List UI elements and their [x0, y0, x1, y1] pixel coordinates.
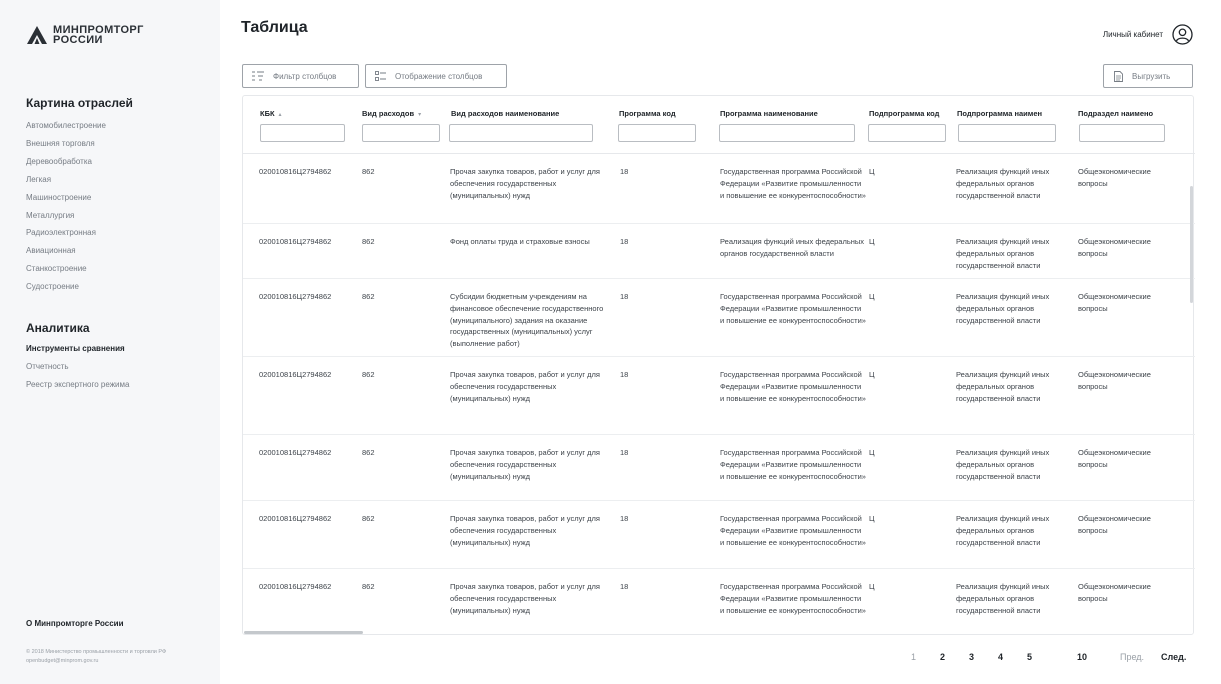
columns-list-icon [375, 71, 386, 81]
cell-vid-name: Прочая закупка товаров, работ и услуг для обеспечения государственных (муниципальных) нужд [450, 514, 600, 547]
cell-prog: 18 [620, 237, 629, 246]
cell-sub: Ц [869, 582, 875, 591]
filter-columns-label: Фильтр столбцов [273, 71, 337, 81]
cell-razd: Общеэкономические вопросы [1078, 582, 1151, 603]
cell-sub-name: Реализация функций иных федеральных органов государственной власти [956, 582, 1050, 615]
table-row[interactable] [243, 357, 1195, 435]
sort-icon[interactable]: ▾ [418, 112, 422, 118]
cell-prog: 18 [620, 514, 629, 523]
table-row[interactable] [243, 224, 1195, 279]
sidebar-item-aviation[interactable]: Авиационная [26, 246, 76, 256]
cell-vid-name: Прочая закупка товаров, работ и услуг для обеспечения государственных (муниципальных) нужд [450, 167, 600, 200]
sidebar-item-machinery[interactable]: Машиностроение [26, 192, 92, 202]
cell-vid: 862 [362, 167, 375, 176]
filter-input-vid[interactable] [362, 124, 440, 142]
cell-vid-name: Прочая закупка товаров, работ и услуг для обеспечения государственных (муниципальных) нужд [450, 582, 600, 615]
sort-icon[interactable]: ▴ [278, 112, 282, 118]
cell-prog-name: Государственная программа Российской Федерации «Развитие промышленности и повышение ее конкурентоспособности» [720, 167, 866, 200]
sidebar-item-wood[interactable]: Деревообработка [26, 156, 92, 166]
table-row[interactable] [243, 569, 1195, 635]
cell-prog: 18 [620, 448, 629, 457]
copyright-text: © 2018 Министерство промышленности и торговли РФ [26, 649, 167, 655]
sidebar-item-trade[interactable]: Внешняя торговля [26, 138, 95, 148]
page-1[interactable]: 1 [911, 652, 917, 662]
cell-razd: Общеэкономические вопросы [1078, 370, 1151, 391]
copyright [26, 648, 166, 666]
prev-page-button[interactable]: Пред. [1120, 652, 1145, 662]
export-label: Выгрузить [1132, 71, 1171, 81]
filter-input-sub[interactable] [868, 124, 946, 142]
sidebar [0, 0, 220, 684]
user-circle-icon [1172, 24, 1193, 45]
cell-sub-name: Реализация функций иных федеральных органов государственной власти [956, 237, 1050, 270]
cell-vid: 862 [362, 370, 375, 379]
cell-vid: 862 [362, 582, 375, 591]
table-row[interactable] [243, 279, 1195, 357]
cell-prog-name: Государственная программа Российской Федерации «Развитие промышленности и повышение ее конкурентоспособности» [720, 292, 866, 325]
filter-input-prog-name[interactable] [719, 124, 855, 142]
cell-sub: Ц [869, 514, 875, 523]
section-title-analytics: Аналитика [26, 321, 90, 335]
sidebar-item-shipbuilding[interactable]: Судостроение [26, 282, 79, 292]
sidebar-item-light[interactable]: Легкая [26, 174, 52, 184]
cell-sub: Ц [869, 237, 875, 246]
column-display-label: Отображение столбцов [395, 71, 483, 81]
page-4[interactable]: 4 [998, 652, 1004, 662]
triangle-logo-icon [26, 25, 48, 45]
contact-email[interactable]: openbudget@minprom.gov.ru [26, 658, 99, 664]
column-header-prog[interactable]: Программа код [619, 109, 676, 118]
sidebar-item-avto[interactable]: Автомобилестроение [26, 121, 106, 130]
cell-razd: Общеэкономические вопросы [1078, 448, 1151, 469]
page-10[interactable]: 10 [1077, 652, 1088, 662]
cell-sub: Ц [869, 292, 875, 301]
filter-columns-button[interactable] [242, 64, 359, 88]
column-header-sub-name[interactable]: Подпрограмма наимен [957, 109, 1043, 118]
brand-logo[interactable] [26, 25, 144, 45]
cell-razd: Общеэкономические вопросы [1078, 514, 1151, 535]
cell-vid-name: Прочая закупка товаров, работ и услуг для обеспечения государственных (муниципальных) нужд [450, 448, 600, 481]
cell-razd: Общеэкономические вопросы [1078, 237, 1151, 258]
section-title-industries: Картина отраслей [26, 96, 133, 110]
page-5[interactable]: 5 [1027, 652, 1033, 662]
filter-input-razd[interactable] [1079, 124, 1165, 142]
vertical-scrollbar[interactable] [1190, 186, 1193, 303]
cell-prog: 18 [620, 582, 629, 591]
filter-input-kbk[interactable] [260, 124, 345, 142]
column-header-vid-name[interactable]: Вид расходов наименование [451, 109, 560, 118]
cell-sub-name: Реализация функций иных федеральных органов государственной власти [956, 292, 1050, 325]
cell-kbk: 020010816Ц2794862 [259, 514, 332, 523]
cell-prog-name: Государственная программа Российской Федерации «Развитие промышленности и повышение ее конкурентоспособности» [720, 448, 866, 481]
sidebar-item-radio[interactable]: Радиоэлектронная [26, 228, 96, 238]
page-title: Таблица [241, 19, 308, 36]
column-display-button[interactable] [365, 64, 507, 88]
cell-vid-name: Фонд оплаты труда и страховые взносы [450, 237, 590, 246]
table-row[interactable] [243, 435, 1195, 501]
cell-prog-name: Реализация функций иных федеральных органов государственной власти [720, 237, 865, 258]
cell-vid-name: Прочая закупка товаров, работ и услуг для обеспечения государственных (муниципальных) нужд [450, 370, 600, 403]
cell-sub: Ц [869, 167, 875, 176]
column-header-vid[interactable] [362, 109, 448, 118]
cell-sub-name: Реализация функций иных федеральных органов государственной власти [956, 167, 1050, 200]
brand-line2: РОССИИ [53, 34, 103, 46]
table-row[interactable] [243, 154, 1195, 224]
sidebar-item-comparison[interactable]: Инструменты сравнения [26, 344, 125, 353]
sidebar-item-metallurgy[interactable]: Металлургия [26, 210, 75, 220]
cabinet-label: Личный кабинет [1102, 30, 1163, 39]
analytics-list [26, 340, 129, 394]
brand-name [53, 25, 144, 45]
export-button[interactable] [1103, 64, 1193, 88]
cell-sub-name: Реализация функций иных федеральных органов государственной власти [956, 514, 1050, 547]
cell-sub: Ц [869, 370, 875, 379]
column-header-label: Вид расходов [362, 109, 415, 118]
cell-vid-name: Субсидии бюджетным учреждениям на финансовое обеспечение государственного (муниципального) задания на оказание государственных (муниципальных) услуг (выполнение работ) [450, 292, 604, 349]
filter-list-icon [252, 71, 264, 81]
cell-prog: 18 [620, 167, 629, 176]
sidebar-item-reports[interactable]: Отчетность [26, 361, 69, 371]
cell-vid: 862 [362, 237, 375, 246]
cell-sub-name: Реализация функций иных федеральных органов государственной власти [956, 370, 1050, 403]
document-icon [1114, 71, 1123, 82]
cell-vid: 862 [362, 292, 375, 301]
page-2[interactable]: 2 [940, 652, 946, 662]
cell-kbk: 020010816Ц2794862 [259, 370, 332, 379]
about-link[interactable]: О Минпромторге России [26, 619, 124, 628]
cell-sub-name: Реализация функций иных федеральных органов государственной власти [956, 448, 1050, 481]
cell-prog-name: Государственная программа Российской Федерации «Развитие промышленности и повышение ее конкурентоспособности» [720, 370, 866, 403]
column-header-razd[interactable]: Подраздел наимено [1078, 109, 1154, 118]
industry-list [26, 117, 106, 296]
cell-kbk: 020010816Ц2794862 [259, 582, 332, 591]
filter-input-prog[interactable] [618, 124, 696, 142]
column-header-sub[interactable]: Подпрограмма код [869, 109, 940, 118]
horizontal-scrollbar[interactable] [244, 631, 363, 634]
cell-razd: Общеэкономические вопросы [1078, 292, 1151, 313]
sidebar-item-expert-registry[interactable]: Реестр экспертного режима [26, 379, 130, 389]
page-3[interactable]: 3 [969, 652, 975, 662]
cell-razd: Общеэкономические вопросы [1078, 167, 1151, 188]
cell-kbk: 020010816Ц2794862 [259, 448, 332, 457]
personal-cabinet-link[interactable] [1103, 24, 1193, 45]
column-header-prog-name[interactable]: Программа наименование [720, 109, 818, 118]
cell-prog: 18 [620, 292, 629, 301]
filter-input-sub-name[interactable] [958, 124, 1056, 142]
cell-prog: 18 [620, 370, 629, 379]
column-header-label: КБК [260, 109, 275, 118]
table-row[interactable] [243, 501, 1195, 569]
column-header-kbk[interactable] [260, 109, 350, 118]
next-page-button[interactable]: След. [1161, 652, 1187, 662]
cell-kbk: 020010816Ц2794862 [259, 167, 332, 176]
filter-input-vid-name[interactable] [449, 124, 593, 142]
brand-line1: МИНПРОМТОРГ [53, 24, 144, 36]
data-table [242, 95, 1194, 635]
cell-kbk: 020010816Ц2794862 [259, 237, 332, 246]
cell-prog-name: Государственная программа Российской Федерации «Развитие промышленности и повышение ее конкурентоспособности» [720, 582, 866, 615]
cell-kbk: 020010816Ц2794862 [259, 292, 332, 301]
cell-vid: 862 [362, 514, 375, 523]
sidebar-item-machine-tools[interactable]: Станкостроение [26, 264, 87, 274]
cell-sub: Ц [869, 448, 875, 457]
cell-prog-name: Государственная программа Российской Федерации «Развитие промышленности и повышение ее конкурентоспособности» [720, 514, 866, 547]
cell-vid: 862 [362, 448, 375, 457]
